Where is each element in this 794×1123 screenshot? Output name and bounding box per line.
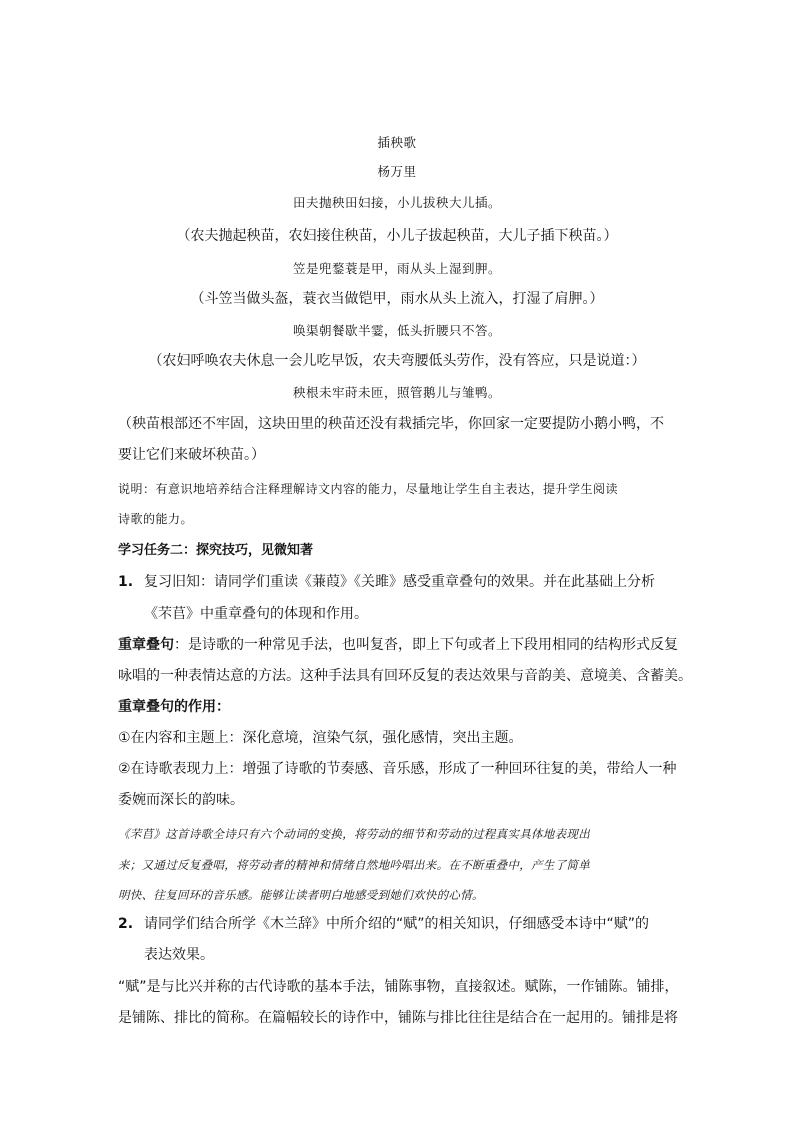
note-2-line-3: 明快、往复回环的音乐感。能够让读者明白地感受到她们欢快的心情。 <box>118 888 484 902</box>
item-2-line-1: 请同学们结合所学《木兰辞》中所介绍的“赋”的相关知识，仔细感受本诗中“赋”的 <box>144 916 650 932</box>
definition-line-1 <box>118 635 678 655</box>
item-2-line-2: 表达效果。 <box>144 947 214 963</box>
poem-translation-2: （斗笠当做头盔，蓑衣当做铠甲，雨水从头上流入，打湿了肩胛。） <box>190 291 604 307</box>
definition-text: ：是诗歌的一种常见手法，也叫复沓，即上下句或者上下段用相同的结构形式反复 <box>174 637 678 653</box>
item-1-line-2: 《芣苢》中重章叠句的体现和作用。 <box>144 606 368 622</box>
definition-line-2: 咏唱的一种表情达意的方法。这种手法具有回环反复的表达效果与音韵美、意境美、含蓄美。 <box>118 668 692 684</box>
function-2-line-1: ②在诗歌表现力上：增强了诗歌的节奏感、音乐感，形成了一种回环往复的美，带给人一种 <box>118 761 677 777</box>
item-1-number: 1. <box>118 574 134 590</box>
function-1: ①在内容和主题上：深化意境，渲染气氛，强化感情，突出主题。 <box>118 730 523 746</box>
poem-line-3: 唤渠朝餐歇半霎，低头折腰只不答。 <box>292 323 501 338</box>
poem-translation-4-line-2: 要让它们来破坏秧苗。） <box>118 447 265 463</box>
poem-author: 杨万里 <box>377 164 417 179</box>
item-2-number: 2. <box>118 916 134 932</box>
fu-line-2: 是铺陈、排比的简称。在篇幅较长的诗作中，铺陈与排比往往是结合在一起用的。铺排是将 <box>118 1010 678 1026</box>
fu-line-1: “赋”是与比兴并称的古代诗歌的基本手法，铺陈事物，直接叙述。赋陈，一作铺陈。铺排， <box>118 979 679 995</box>
poem-line-4: 秧根未牢莳未匝，照管鹅儿与雏鸭。 <box>292 385 501 400</box>
poem-title: 插秧歌 <box>377 135 417 150</box>
note-1-line-2: 诗歌的能力。 <box>118 512 194 526</box>
poem-translation-4-line-1: （秧苗根部还不牢固，这块田里的秧苗还没有栽插完毕，你回家一定要提防小鹅小鸭，不 <box>118 416 664 432</box>
poem-translation-3: （农妇呼唤农夫休息一会儿吃早饭，农夫弯腰低头劳作，没有答应，只是说道：） <box>148 353 646 369</box>
task-2-heading: 学习任务二：探究技巧，见微知著 <box>118 543 314 558</box>
note-2-line-1: 《芣苢》这首诗歌全诗只有六个动词的变换，将劳动的细节和劳动的过程真实具体地表现出 <box>118 827 590 841</box>
note-2-line-2: 来；又通过反复叠唱，将劳动者的精神和情绪自然地吟唱出来。在不断重叠中，产生了简单 <box>118 858 590 872</box>
poem-line-1: 田夫抛秧田妇接，小儿拔秧大儿插。 <box>292 195 501 210</box>
poem-line-2: 笠是兜鍪蓑是甲，雨从头上湿到胛。 <box>292 261 501 276</box>
function-2-line-2: 委婉而深长的韵味。 <box>118 792 244 808</box>
poem-translation-1: （农夫抛起秧苗，农妇接住秧苗，小儿子拔起秧苗，大儿子插下秧苗。） <box>176 228 618 244</box>
note-1-line-1: 说明：有意识地培养结合注释理解诗文内容的能力，尽量地让学生自主表达，提升学生阅读 <box>118 482 619 496</box>
function-heading: 重章叠句的作用： <box>118 699 230 715</box>
definition-term: 重章叠句 <box>118 637 174 653</box>
item-1-line-1: 复习旧知：请同学们重读《蒹葭》《关雎》感受重章叠句的效果。并在此基础上分析 <box>144 574 655 590</box>
